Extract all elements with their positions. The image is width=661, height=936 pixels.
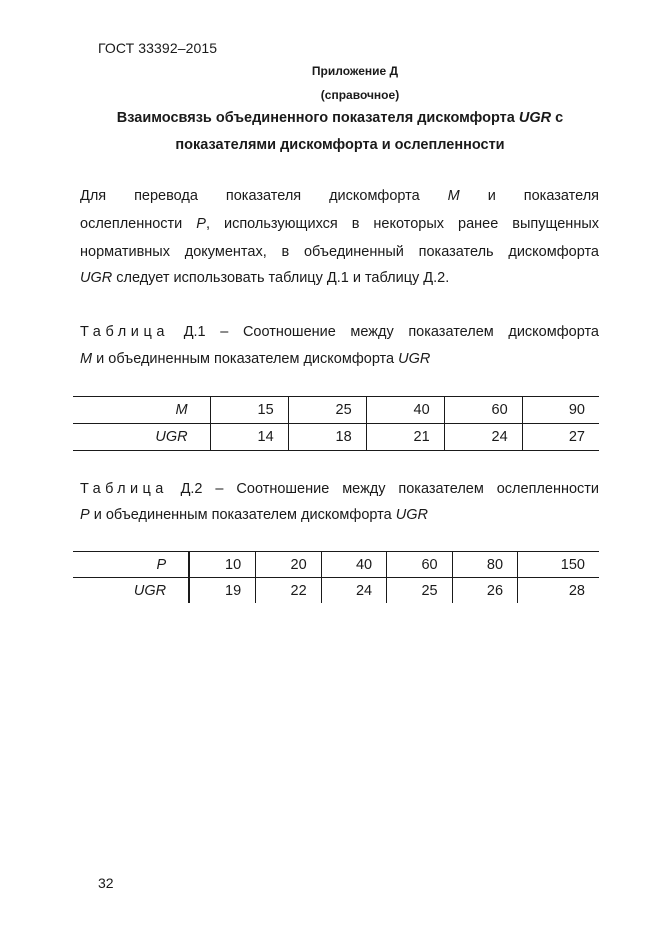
table-cell: 15: [210, 397, 288, 424]
row-header-ugr: UGR: [73, 578, 189, 604]
table-row: [73, 424, 599, 451]
row-header-ugr: UGR: [73, 424, 210, 451]
paragraph-text: , использующихся в некоторых ранее выпущенных: [205, 216, 599, 232]
table-cell: 27: [522, 424, 599, 451]
symbol-ugr: UGR: [395, 507, 428, 523]
symbol-ugr: UGR: [398, 351, 431, 367]
caption-word: Таблица: [80, 324, 170, 340]
table-cell: 60: [444, 397, 522, 424]
caption-dash: –: [220, 324, 229, 340]
paragraph-text: Для перевода показателя дискомфорта: [80, 188, 448, 204]
heading-line-1: [80, 110, 600, 126]
table-cell: 28: [518, 578, 599, 604]
table-cell: 40: [321, 552, 386, 578]
table-cell: 10: [189, 552, 256, 578]
table-row: [73, 578, 599, 604]
table-cell: 14: [210, 424, 288, 451]
table-2-caption-cont: [80, 507, 428, 523]
table-cell: 21: [366, 424, 444, 451]
table-cell: 25: [387, 578, 452, 604]
paragraph-line: [80, 216, 599, 232]
page-number: 32: [98, 875, 114, 891]
table-cell: 60: [387, 552, 452, 578]
table-cell: 22: [256, 578, 321, 604]
paragraph-line: [80, 188, 599, 204]
symbol-p: Р: [80, 507, 90, 523]
symbol-p: Р: [196, 216, 206, 232]
caption-text: и объединенным показателем дискомфорта: [89, 507, 396, 523]
table-1-caption-cont: [80, 351, 430, 367]
caption-text: Соотношение между показателем дискомфорта: [242, 324, 599, 340]
symbol-ugr: UGR: [80, 270, 113, 286]
row-header-m: М: [73, 397, 210, 424]
row-header-p: Р: [73, 552, 189, 578]
table-cell: 19: [189, 578, 256, 604]
table-cell: 24: [444, 424, 522, 451]
table-1: [73, 396, 599, 451]
heading-ugr: UGR: [518, 110, 552, 126]
heading-line-2: показателями дискомфорта и ослепленности: [175, 137, 505, 153]
table-cell: 25: [288, 397, 366, 424]
table-2-caption: [80, 481, 599, 497]
paragraph-text: ослепленности: [80, 216, 197, 232]
caption-dash: –: [215, 481, 224, 497]
caption-word: Таблица: [80, 481, 168, 497]
standard-code: ГОСТ 33392–2015: [98, 40, 218, 56]
table-cell: 40: [366, 397, 444, 424]
appendix-note: (справочное): [320, 88, 400, 102]
table-cell: 90: [522, 397, 599, 424]
table-cell: 26: [452, 578, 517, 604]
table-cell: 80: [452, 552, 517, 578]
paragraph-text: следует использовать таблицу Д.1 и таблицу Д.2.: [112, 270, 450, 286]
symbol-m: М: [447, 188, 460, 204]
table-2: [73, 551, 599, 603]
caption-text: и объединенным показателем дискомфорта: [92, 351, 399, 367]
heading-text: с: [551, 110, 564, 126]
table-cell: 150: [518, 552, 599, 578]
paragraph-text: и показателя: [459, 188, 600, 204]
table-cell: 24: [321, 578, 386, 604]
caption-number: Д.2: [180, 481, 203, 497]
table-cell: 20: [256, 552, 321, 578]
table-cell: 18: [288, 424, 366, 451]
caption-text: Соотношение между показателем ослепленности: [236, 481, 600, 497]
caption-number: Д.1: [183, 324, 206, 340]
table-row: [73, 397, 599, 424]
table-row: [73, 552, 599, 578]
heading-text: Взаимосвязь объединенного показателя дискомфорта: [116, 110, 519, 126]
paragraph-line: нормативных документах, в объединенный показатель дискомфорта: [80, 244, 599, 260]
appendix-title: Приложение Д: [311, 64, 399, 78]
table-1-caption: [80, 324, 599, 340]
paragraph-line: [80, 270, 449, 286]
symbol-m: М: [80, 351, 93, 367]
